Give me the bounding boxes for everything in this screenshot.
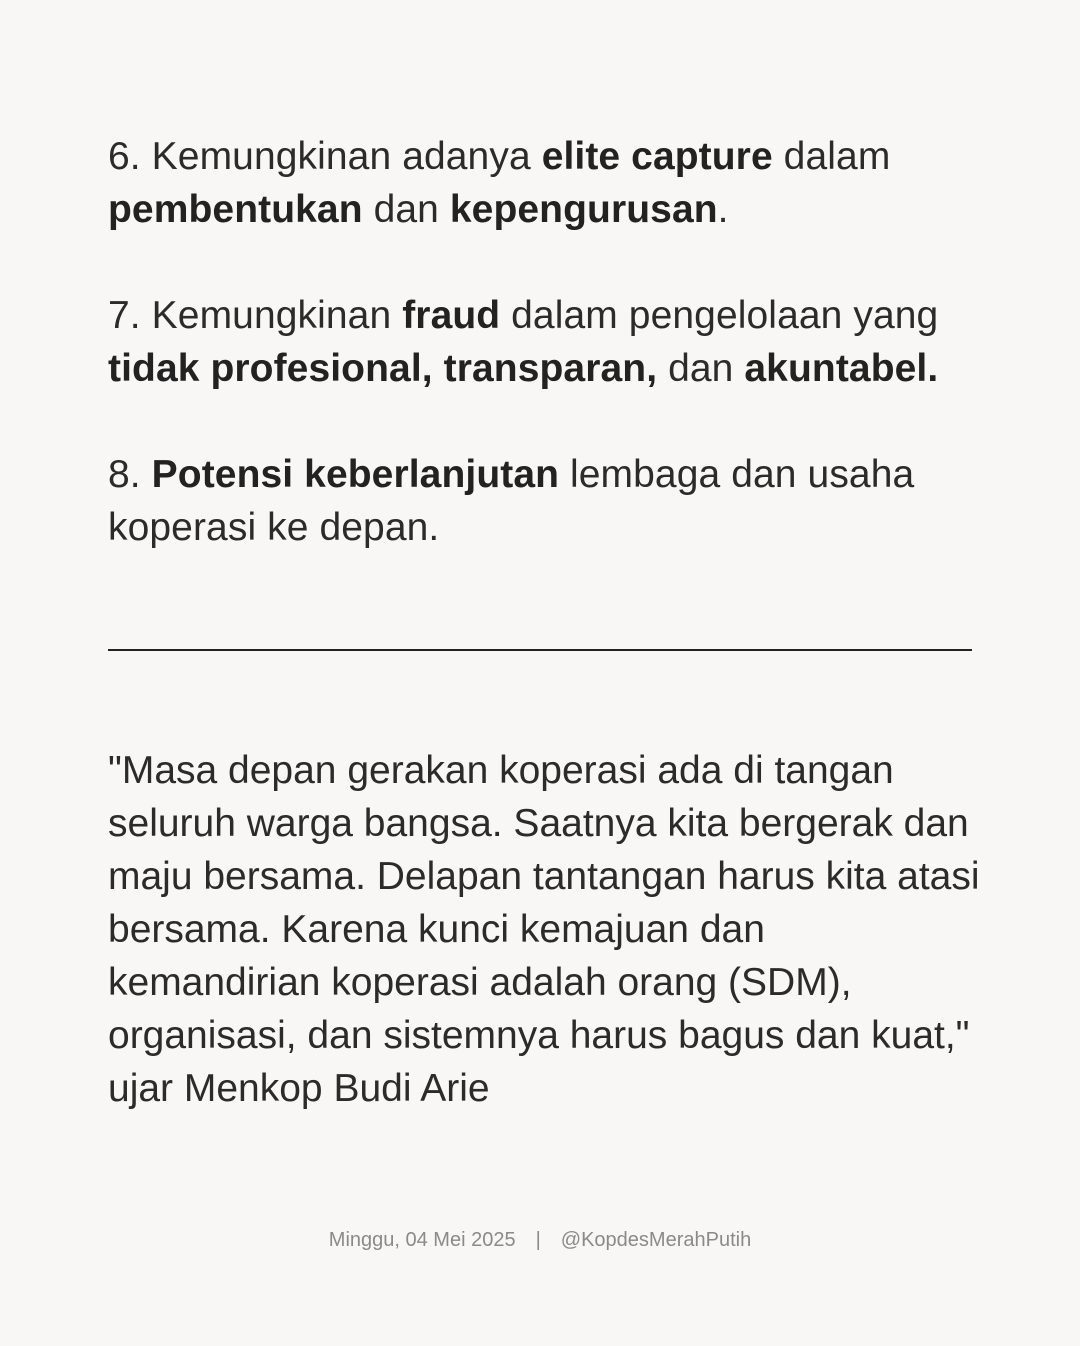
point-segment-bold: elite capture (541, 135, 773, 178)
footer-separator: | (535, 1229, 541, 1251)
point-segment: lembaga dan usaha koperasi ke depan. (108, 453, 915, 549)
challenges-list (108, 130, 988, 607)
point-segment-bold: fraud (402, 294, 501, 337)
point-segment-bold: kepengurusan (449, 188, 718, 231)
footer-date: Minggu, 04 Mei 2025 (328, 1229, 516, 1251)
footer (0, 1226, 1080, 1254)
point-segment-bold: pembentukan (108, 188, 363, 231)
challenge-item-6 (108, 130, 988, 236)
point-segment: dalam pengelolaan yang (500, 294, 939, 337)
point-segment: dan (362, 188, 450, 231)
point-segment: . (717, 188, 729, 231)
point-segment: 7. Kemungkinan (108, 294, 403, 337)
point-segment-bold: tidak profesional, transparan, (108, 347, 658, 390)
section-divider (108, 649, 972, 651)
point-segment: dan (657, 347, 745, 390)
point-segment: dalam (772, 135, 891, 178)
minister-quote: "Masa depan gerakan koperasi ada di tangan seluruh warga bangsa. Saatnya kita bergerak dan maju bersama. Delapan tantangan harus kita atasi bersama. Karena kunci kemajuan dan kemandirian koperasi adalah orang (SDM), organisasi, dan sistemnya harus bagus dan kuat," ujar Menkop Budi Arie (108, 749, 980, 1110)
point-segment-bold: akuntabel. (744, 347, 939, 390)
challenge-item-8 (108, 448, 988, 554)
footer-handle: @KopdesMerahPutih (560, 1229, 752, 1251)
point-segment: 8. (108, 453, 152, 496)
point-segment: 6. Kemungkinan adanya (108, 135, 542, 178)
point-segment-bold: Potensi keberlanjutan (151, 453, 560, 496)
challenge-item-7 (108, 289, 988, 395)
